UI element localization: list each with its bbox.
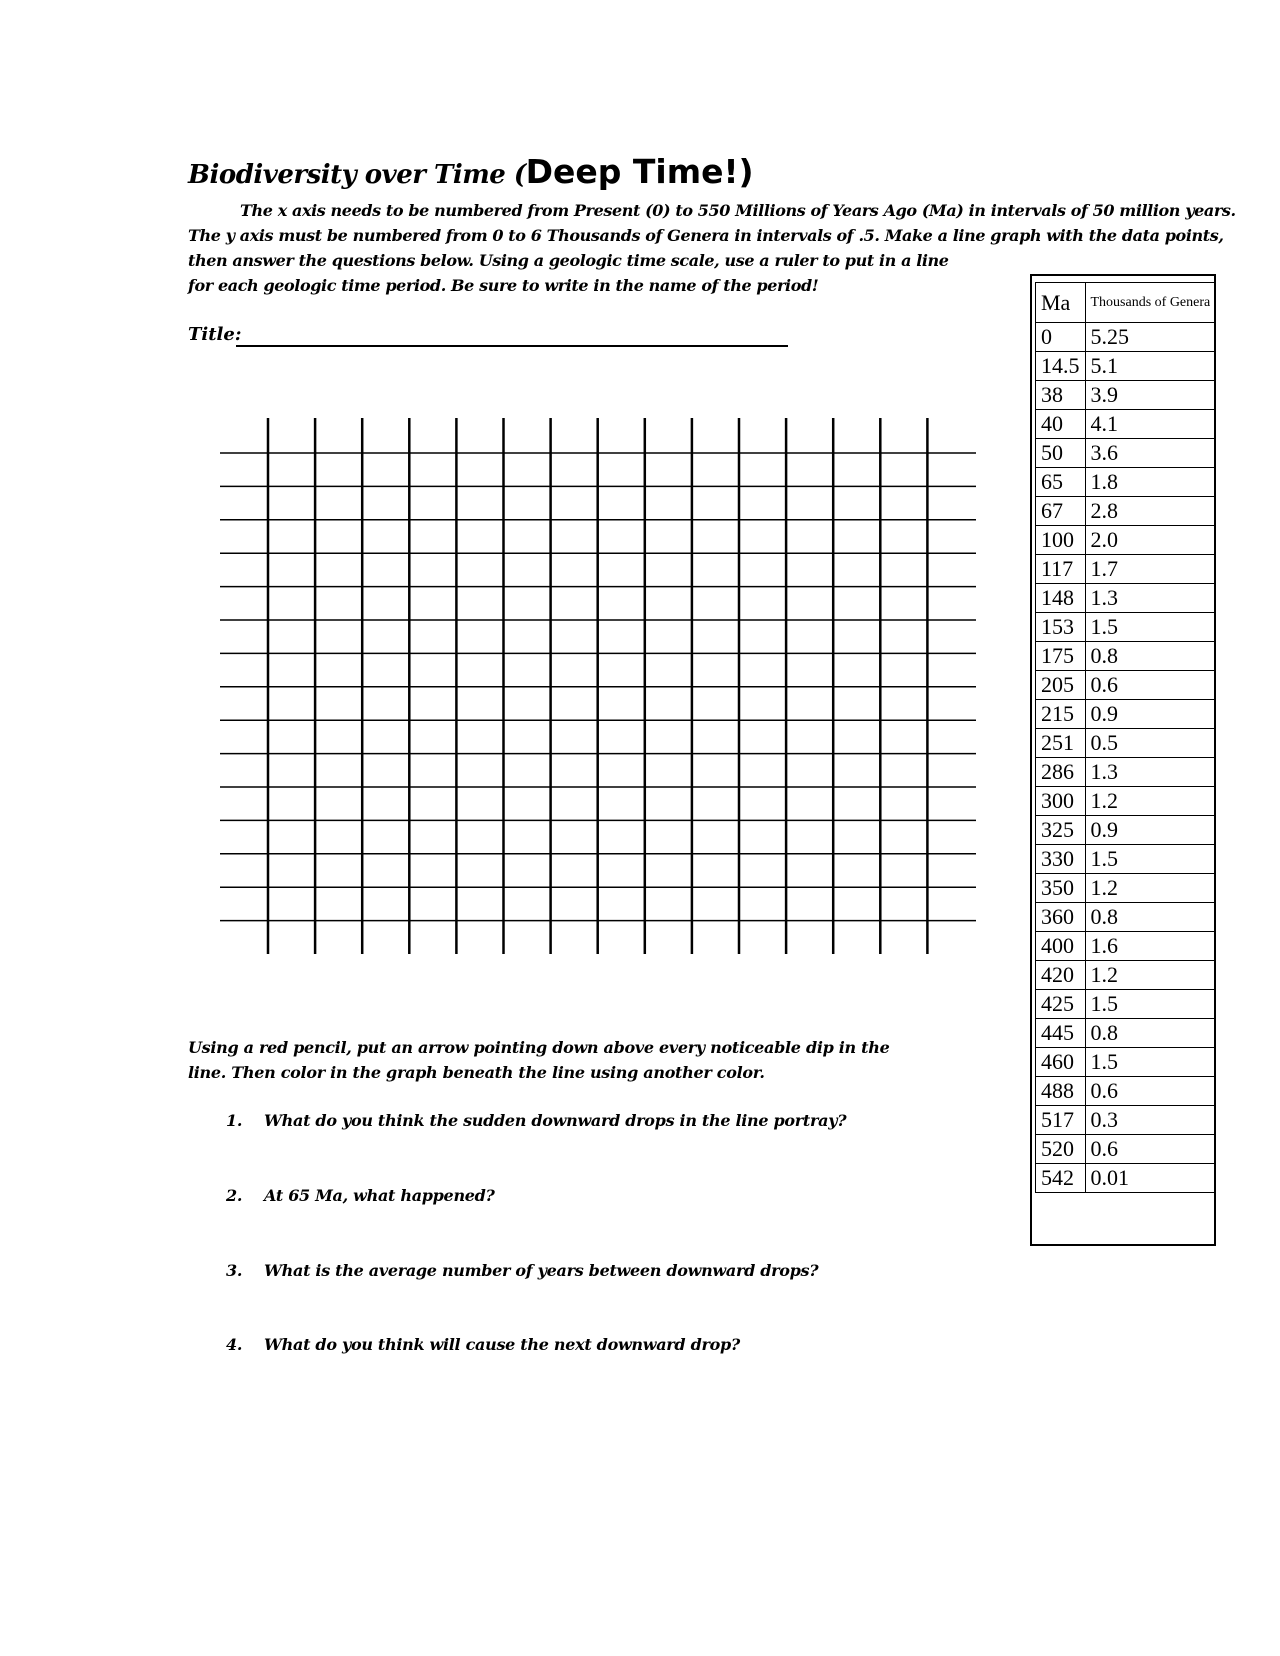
cell-genera: 0.5 [1085,729,1216,758]
cell-genera: 2.8 [1085,497,1216,526]
cell-ma: 400 [1036,932,1086,961]
cell-ma: 65 [1036,468,1086,497]
table-row [1036,381,1216,410]
table-row [1036,700,1216,729]
table-row [1036,1164,1216,1193]
cell-ma: 50 [1036,439,1086,468]
instruction-line: The y axis must be numbered from 0 to 6 Thousands of Genera in intervals of .5. Make a line graph with the data points, [188,226,1224,245]
cell-genera: 1.5 [1085,613,1216,642]
cell-genera: 0.6 [1085,671,1216,700]
table-row [1036,468,1216,497]
table-row [1036,671,1216,700]
task-line: Using a red pencil, put an arrow pointing down above every noticeable dip in the [188,1038,890,1057]
cell-ma: 300 [1036,787,1086,816]
data-table-box [1030,274,1216,1246]
table-row [1036,1019,1216,1048]
table-row [1036,990,1216,1019]
cell-genera: 1.5 [1085,845,1216,874]
cell-genera: 0.9 [1085,700,1216,729]
table-row [1036,410,1216,439]
cell-genera: 0.8 [1085,642,1216,671]
cell-ma: 330 [1036,845,1086,874]
question-text: What do you think will cause the next downward drop? [264,1335,740,1354]
table-row [1036,758,1216,787]
cell-genera: 0.3 [1085,1106,1216,1135]
cell-genera: 0.8 [1085,1019,1216,1048]
question-item [226,1335,740,1354]
cell-ma: 100 [1036,526,1086,555]
cell-genera: 5.1 [1085,352,1216,381]
cell-ma: 153 [1036,613,1086,642]
cell-genera: 2.0 [1085,526,1216,555]
title-sans-part: Deep Time!) [525,152,754,191]
question-text: What do you think the sudden downward drops in the line portray? [264,1111,847,1130]
table-header-row [1036,283,1216,323]
cell-ma: 175 [1036,642,1086,671]
cell-genera: 4.1 [1085,410,1216,439]
cell-ma: 542 [1036,1164,1086,1193]
table-row [1036,642,1216,671]
cell-genera: 1.2 [1085,787,1216,816]
cell-genera: 0.6 [1085,1077,1216,1106]
cell-genera: 0.6 [1085,1135,1216,1164]
table-row [1036,352,1216,381]
cell-genera: 5.25 [1085,323,1216,352]
red-pencil-task [188,1035,890,1085]
question-item [226,1111,846,1130]
table-row [1036,787,1216,816]
instruction-line: then answer the questions below. Using a geologic time scale, use a ruler to put in a line [188,251,949,270]
table-row [1036,497,1216,526]
cell-ma: 117 [1036,555,1086,584]
table-row [1036,932,1216,961]
cell-ma: 425 [1036,990,1086,1019]
question-item [226,1186,495,1205]
cell-ma: 205 [1036,671,1086,700]
cell-ma: 488 [1036,1077,1086,1106]
cell-ma: 460 [1036,1048,1086,1077]
cell-genera: 1.2 [1085,874,1216,903]
cell-ma: 325 [1036,816,1086,845]
question-number: 3. [226,1261,243,1280]
cell-ma: 445 [1036,1019,1086,1048]
cell-genera: 1.3 [1085,758,1216,787]
table-row [1036,323,1216,352]
column-header-genera: Thousands of Genera [1085,283,1216,323]
question-text: What is the average number of years between downward drops? [264,1261,819,1280]
cell-genera: 3.6 [1085,439,1216,468]
cell-genera: 3.9 [1085,381,1216,410]
table-row [1036,1048,1216,1077]
instruction-line: for each geologic time period. Be sure to write in the name of the period! [188,276,819,295]
cell-ma: 350 [1036,874,1086,903]
table-row [1036,439,1216,468]
question-number: 4. [226,1335,243,1354]
table-row [1036,555,1216,584]
cell-genera: 0.8 [1085,903,1216,932]
question-number: 1. [226,1111,243,1130]
cell-ma: 40 [1036,410,1086,439]
table-row [1036,584,1216,613]
cell-genera: 1.5 [1085,1048,1216,1077]
cell-ma: 0 [1036,323,1086,352]
cell-genera: 1.5 [1085,990,1216,1019]
cell-ma: 251 [1036,729,1086,758]
table-row [1036,1135,1216,1164]
table-row [1036,613,1216,642]
cell-genera: 0.9 [1085,816,1216,845]
cell-genera: 1.8 [1085,468,1216,497]
cell-ma: 360 [1036,903,1086,932]
cell-ma: 38 [1036,381,1086,410]
cell-genera: 0.01 [1085,1164,1216,1193]
table-row [1036,1106,1216,1135]
column-header-ma: Ma [1036,283,1086,323]
graph-title-label: Title: [188,324,242,345]
cell-ma: 420 [1036,961,1086,990]
table-row [1036,526,1216,555]
cell-ma: 517 [1036,1106,1086,1135]
cell-ma: 14.5 [1036,352,1086,381]
question-item [226,1261,818,1280]
task-line: line. Then color in the graph beneath the line using another color. [188,1063,765,1082]
cell-ma: 286 [1036,758,1086,787]
cell-genera: 1.7 [1085,555,1216,584]
question-number: 2. [226,1186,243,1205]
table-row [1036,961,1216,990]
table-row [1036,1077,1216,1106]
title-script-part: Biodiversity over Time ( [188,160,526,190]
question-text: At 65 Ma, what happened? [264,1186,495,1205]
cell-ma: 67 [1036,497,1086,526]
cell-ma: 520 [1036,1135,1086,1164]
cell-genera: 1.3 [1085,584,1216,613]
table-row [1036,874,1216,903]
cell-genera: 1.6 [1085,932,1216,961]
cell-ma: 148 [1036,584,1086,613]
cell-genera: 1.2 [1085,961,1216,990]
cell-ma: 215 [1036,700,1086,729]
table-row [1036,729,1216,758]
table-row [1036,845,1216,874]
table-row [1036,816,1216,845]
instruction-line: The x axis needs to be numbered from Present (0) to 550 Millions of Years Ago (Ma) in intervals of 50 million years. [240,201,1236,220]
table-row [1036,903,1216,932]
data-table [1035,282,1216,1193]
